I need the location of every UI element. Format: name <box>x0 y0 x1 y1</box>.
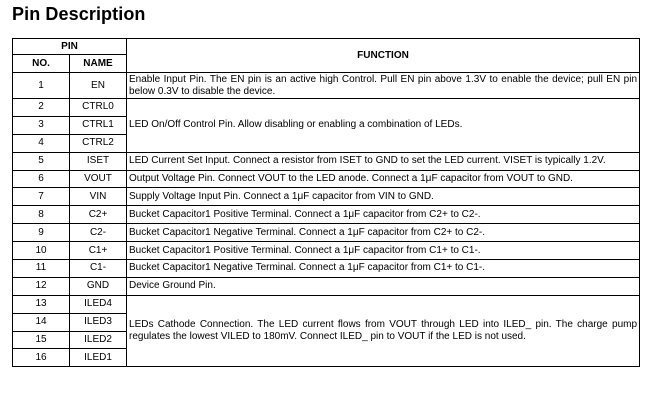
table-row <box>13 152 640 170</box>
pin-function: Bucket Capacitor1 Positive Terminal. Connect a 1μF capacitor from C2+ to C2-. <box>127 206 640 224</box>
pin-name: C1- <box>70 260 127 278</box>
table-row <box>13 260 640 278</box>
pin-number: 15 <box>13 331 70 349</box>
pin-name: ILED1 <box>70 349 127 367</box>
pin-number: 7 <box>13 188 70 206</box>
header-name: NAME <box>70 55 127 73</box>
pin-number: 8 <box>13 206 70 224</box>
pin-function: Bucket Capacitor1 Positive Terminal. Connect a 1μF capacitor from C1+ to C1-. <box>127 242 640 260</box>
page-title: Pin Description <box>12 4 146 24</box>
pin-name: GND <box>70 277 127 295</box>
table-row <box>13 73 640 99</box>
pin-function: LEDs Cathode Connection. The LED current flows from VOUT through LED into ILED_ pin. The charge pump regulates the lowest VILED to 180mV. Connect ILED_ pin to VOUT if the LED is not used. <box>127 295 640 367</box>
pin-name: ILED4 <box>70 295 127 313</box>
pin-number: 16 <box>13 349 70 367</box>
pin-function: Enable Input Pin. The EN pin is an active high Control. Pull EN pin above 1.3V to enable the device; pull EN pin below 0.3V to disable the device. <box>127 73 640 99</box>
pin-name: VOUT <box>70 170 127 188</box>
table-row <box>13 99 640 117</box>
pin-function: Bucket Capacitor1 Negative Terminal. Connect a 1μF capacitor from C2+ to C2-. <box>127 224 640 242</box>
pin-function: Device Ground Pin. <box>127 277 640 295</box>
pin-number: 10 <box>13 242 70 260</box>
pin-number: 6 <box>13 170 70 188</box>
pin-function: LED Current Set Input. Connect a resistor from ISET to GND to set the LED current. VISET is typically 1.2V. <box>127 152 640 170</box>
pin-function: Bucket Capacitor1 Negative Terminal. Connect a 1μF capacitor from C1+ to C1-. <box>127 260 640 278</box>
pin-name: VIN <box>70 188 127 206</box>
pin-number: 2 <box>13 99 70 117</box>
pin-number: 4 <box>13 134 70 152</box>
pin-function: Supply Voltage Input Pin. Connect a 1μF capacitor from VIN to GND. <box>127 188 640 206</box>
pin-function: Output Voltage Pin. Connect VOUT to the LED anode. Connect a 1μF capacitor from VOUT to GND. <box>127 170 640 188</box>
pin-name: EN <box>70 73 127 99</box>
table-row <box>13 242 640 260</box>
pin-number: 14 <box>13 313 70 331</box>
table-row <box>13 170 640 188</box>
pin-name: C2+ <box>70 206 127 224</box>
table-row <box>13 206 640 224</box>
table-row <box>13 277 640 295</box>
pin-name: ILED3 <box>70 313 127 331</box>
header-function: FUNCTION <box>127 39 640 73</box>
pin-number: 3 <box>13 116 70 134</box>
header-no: NO. <box>13 55 70 73</box>
pin-name: CTRL0 <box>70 99 127 117</box>
pin-description-table <box>12 38 640 367</box>
header-pin: PIN <box>13 39 127 55</box>
pin-number: 11 <box>13 260 70 278</box>
pin-number: 1 <box>13 73 70 99</box>
table-row <box>13 188 640 206</box>
pin-name: C2- <box>70 224 127 242</box>
pin-function: LED On/Off Control Pin. Allow disabling or enabling a combination of LEDs. <box>127 99 640 153</box>
pin-name: CTRL1 <box>70 116 127 134</box>
pin-name: ISET <box>70 152 127 170</box>
pin-name: ILED2 <box>70 331 127 349</box>
table-row <box>13 295 640 313</box>
pin-number: 5 <box>13 152 70 170</box>
pin-number: 9 <box>13 224 70 242</box>
pin-number: 12 <box>13 277 70 295</box>
pin-number: 13 <box>13 295 70 313</box>
table-row <box>13 224 640 242</box>
pin-name: CTRL2 <box>70 134 127 152</box>
pin-name: C1+ <box>70 242 127 260</box>
